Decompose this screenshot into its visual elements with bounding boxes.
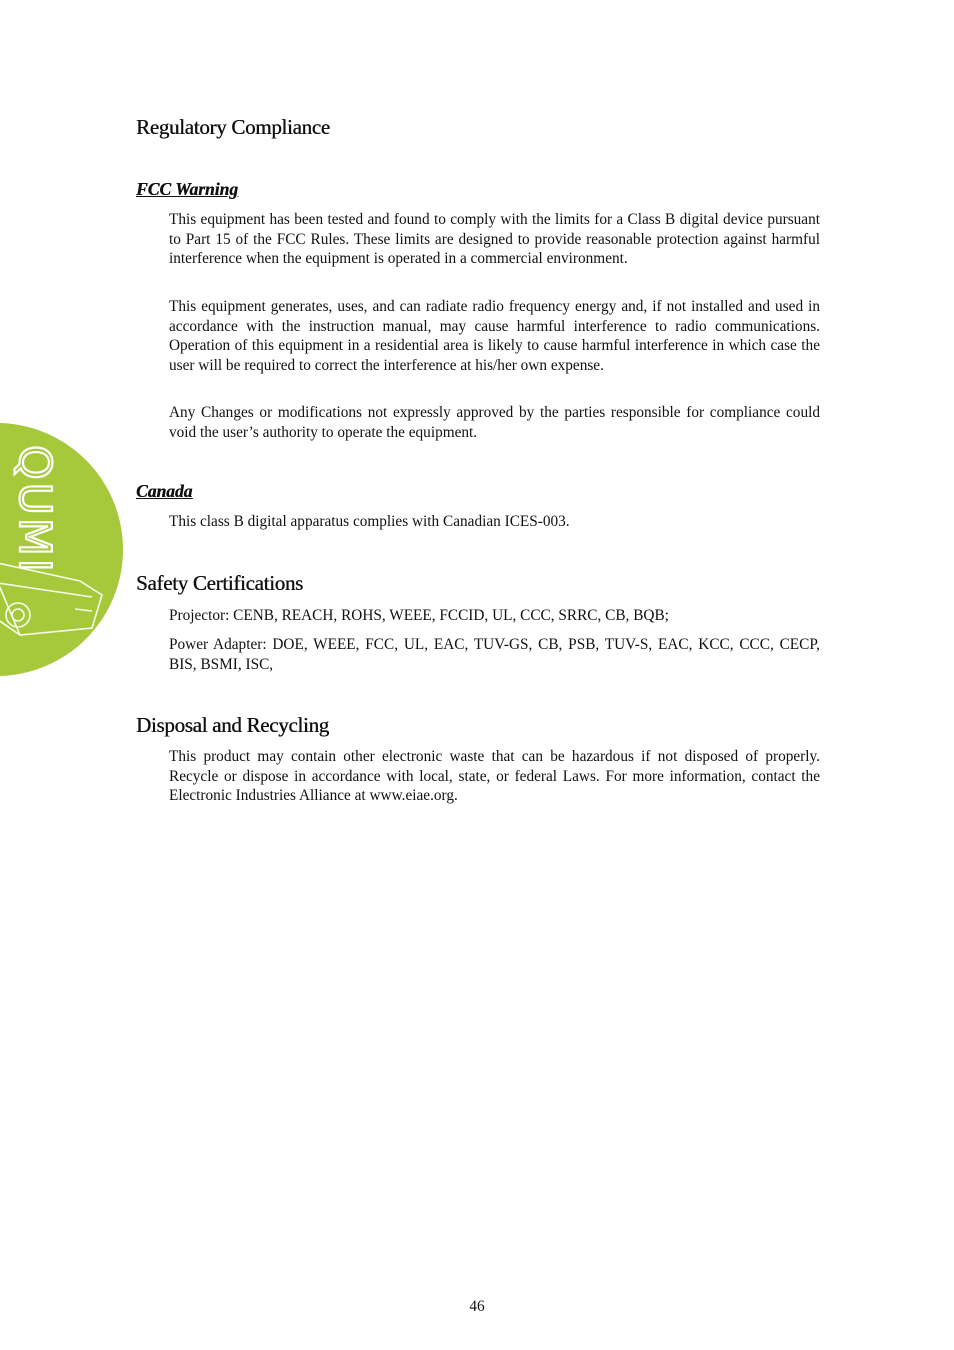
page-number: 46: [469, 1298, 485, 1315]
heading-disposal-and-recycling: Disposal and Recycling: [136, 713, 329, 737]
disposal-paragraph: This product may contain other electronic waste that can be hazardous if not disposed of properly. Recycle or dispose in accordance with local, state, or federal Laws. For more information, contact the Electronic Industries Alliance at www.eiae.org.: [169, 748, 820, 804]
fcc-paragraph-2: This equipment generates, uses, and can radiate radio frequency energy and, if not installed and used in accordance with the instruction manual, may cause harmful interference to radio communications. Operation of this equipment in a residential area is likely to cause harmful interference in which case the user will be required to correct the interference at his/her own expense.: [169, 298, 820, 374]
safety-power-adapter-paragraph: Power Adapter: DOE, WEEE, FCC, UL, EAC, TUV-GS, CB, PSB, TUV-S, EAC, KCC, CCC, CECP, BIS, BSMI, ISC,: [169, 636, 820, 673]
heading-fcc-warning: FCC Warning: [136, 179, 238, 199]
heading-canada: Canada: [136, 481, 193, 501]
qumi-logo-projector-graphic: [0, 423, 123, 676]
qumi-brand-logo: QUMI: [9, 445, 60, 575]
fcc-paragraph-3: Any Changes or modifications not expressly approved by the parties responsible for compliance could void the user’s authority to operate the equipment.: [169, 404, 820, 441]
canada-paragraph: This class B digital apparatus complies with Canadian ICES-003.: [169, 513, 570, 530]
safety-projector-paragraph: Projector: CENB, REACH, ROHS, WEEE, FCCID, UL, CCC, SRRC, CB, BQB;: [169, 607, 669, 624]
heading-safety-certifications: Safety Certifications: [136, 571, 303, 595]
heading-regulatory-compliance: Regulatory Compliance: [136, 115, 330, 139]
qumi-side-tab: [0, 423, 123, 676]
fcc-paragraph-1: This equipment has been tested and found to comply with the limits for a Class B digital device pursuant to Part 15 of the FCC Rules. These limits are designed to provide reasonable protection against harmful interference when the equipment is operated in a commercial environment.: [169, 211, 820, 267]
